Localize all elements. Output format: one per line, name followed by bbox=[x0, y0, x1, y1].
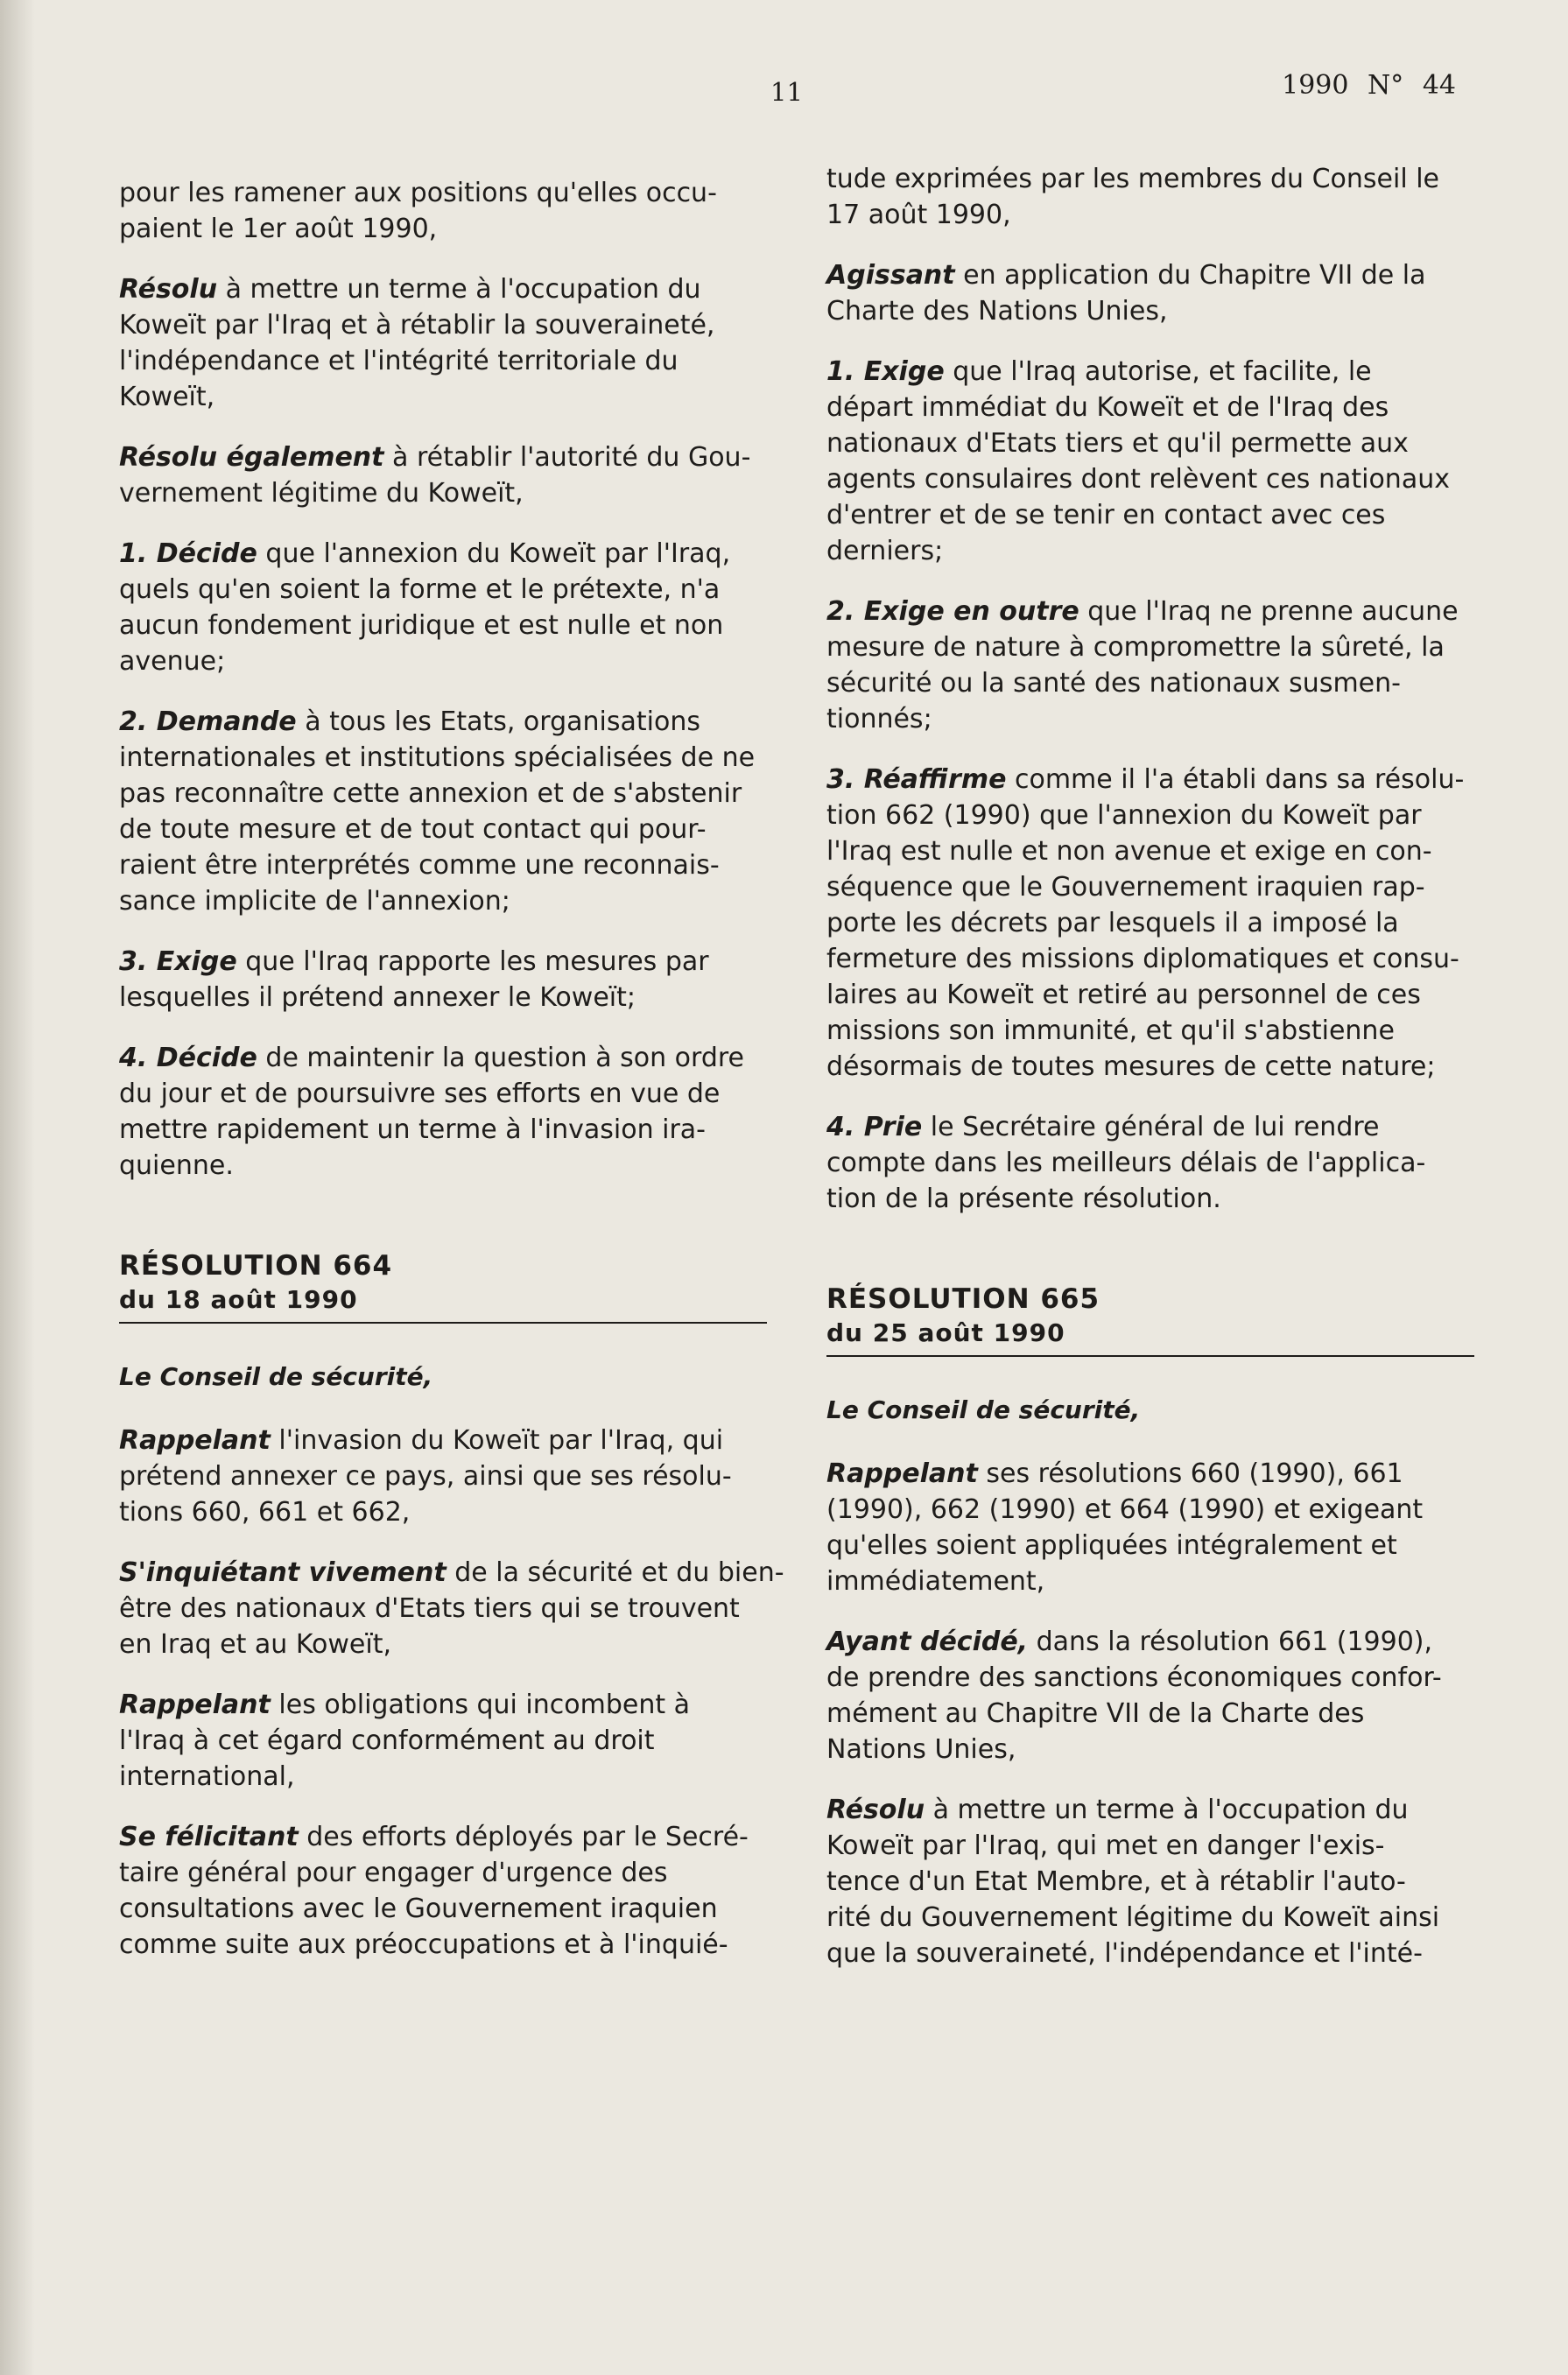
paragraph-resolu bbox=[119, 271, 784, 415]
paragraph-text: que l'Iraq autorise, et facilite, le départ immédiat du Koweït et de l'Iraq des nationaux d'Etats tiers et qu'il permette aux agents consulaires dont relèvent ces nationaux d'entrer et de se tenir en contact avec ces derniers; bbox=[826, 356, 1450, 566]
left-column bbox=[119, 175, 784, 1987]
paragraph-lead: Agissant bbox=[826, 260, 955, 291]
paragraph-text: que l'Iraq rapporte les mesures par lesquelles il prétend annexer le Koweït; bbox=[119, 946, 709, 1013]
resolution-title: RÉSOLUTION 665 bbox=[826, 1283, 1100, 1315]
paragraph-lead: Rappelant bbox=[119, 1690, 271, 1720]
resolution-title: RÉSOLUTION 664 bbox=[119, 1250, 393, 1282]
council-opening: Le Conseil de sécurité, bbox=[119, 1362, 433, 1391]
paragraph-text: dans la résolution 661 (1990), de prendre des sanctions économiques confor- mément au Chapitre VII de la Charte des Nations Unies, bbox=[826, 1627, 1442, 1765]
paragraph-text: à rétablir l'autorité du Gou- vernement légitime du Koweït, bbox=[119, 442, 751, 509]
paragraph-lead: Résolu également bbox=[119, 442, 384, 473]
running-header bbox=[1282, 70, 1456, 101]
paragraph-felicitant bbox=[119, 1819, 784, 1963]
paragraph-inquietant bbox=[119, 1555, 784, 1662]
paragraph-decide-1 bbox=[119, 536, 784, 679]
paragraph-ayant-decide bbox=[826, 1624, 1492, 1767]
paragraph-text: de la sécurité et du bien- être des nationaux d'Etats tiers qui se trouvent en Iraq et au Koweït, bbox=[119, 1557, 784, 1660]
paragraph-intro-continued: tude exprimées par les membres du Conseil le 17 août 1990, bbox=[826, 164, 1440, 230]
paragraph-exige-3 bbox=[119, 944, 784, 1015]
paragraph-reaffirme-3 bbox=[826, 762, 1492, 1085]
paragraph-demande-2 bbox=[119, 704, 784, 919]
paragraph-text: ses résolutions 660 (1990), 661 (1990), 662 (1990) et 664 (1990) et exigeant qu'elles soient appliquées intégralement et immédiatement, bbox=[826, 1458, 1424, 1597]
paragraph-text: à mettre un terme à l'occupation du Koweït par l'Iraq et à rétablir la souveraineté, l'indépendance et l'intégrité territoriale du Koweït, bbox=[119, 274, 715, 412]
header-year: 1990 bbox=[1282, 70, 1349, 101]
resolution-date: du 18 août 1990 bbox=[119, 1285, 358, 1314]
paragraph-text: à tous les Etats, organisations internationales et institutions spécialisées de ne pas reconnaître cette annexion et de s'abstenir de toute mesure et de tout contact qui pour- raient être interprétés comme une reconnais- sance implicite de l'annexion; bbox=[119, 706, 756, 917]
paragraph-rappelant-2 bbox=[119, 1687, 784, 1795]
paragraph-text: que l'Iraq ne prenne aucune mesure de nature à compromettre la sûreté, la sécurité ou la santé des nationaux susmen- tionnés; bbox=[826, 596, 1459, 734]
council-opening: Le Conseil de sécurité, bbox=[826, 1395, 1141, 1424]
paragraph-text: le Secrétaire général de lui rendre compte dans les meilleurs délais de l'applica- tion de la présente résolution. bbox=[826, 1112, 1426, 1214]
heading-rule bbox=[119, 1322, 767, 1324]
paragraph-lead: 2. Demande bbox=[119, 706, 297, 737]
paragraph-lead: S'inquiétant vivement bbox=[119, 1557, 446, 1588]
paragraph-text: de maintenir la question à son ordre du jour et de poursuivre ses efforts en vue de mettre rapidement un terme à l'invasion ira- quienne. bbox=[119, 1043, 745, 1181]
paragraph-lead: 4. Décide bbox=[119, 1043, 257, 1073]
heading-rule bbox=[826, 1355, 1474, 1357]
paragraph-lead: Rappelant bbox=[119, 1425, 271, 1456]
paragraph-rappelant-1 bbox=[119, 1423, 784, 1530]
paragraph-text: l'invasion du Koweït par l'Iraq, qui prétend annexer ce pays, ainsi que ses résolu- tions 660, 661 et 662, bbox=[119, 1425, 732, 1528]
resolution-664-heading bbox=[119, 1248, 784, 1324]
paragraph-text: les obligations qui incombent à l'Iraq à cet égard conformément au droit international, bbox=[119, 1690, 691, 1792]
paragraph-lead: Résolu bbox=[119, 274, 218, 305]
paragraph-text: des efforts déployés par le Secré- taire général pour engager d'urgence des consultations avec le Gouvernement iraquien comme suite aux préoccupations et à l'inquié- bbox=[119, 1822, 749, 1960]
paragraph-agissant bbox=[826, 257, 1492, 329]
paragraph-lead: 3. Réaffirme bbox=[826, 764, 1007, 795]
paragraph-rappelant bbox=[826, 1456, 1492, 1599]
paragraph-intro: pour les ramener aux positions qu'elles occu- paient le 1er août 1990, bbox=[119, 178, 717, 244]
resolution-665-heading bbox=[826, 1282, 1492, 1357]
paragraph-exige-en-outre-2 bbox=[826, 594, 1492, 737]
paragraph-lead: Se félicitant bbox=[119, 1822, 299, 1852]
paragraph-lead: 4. Prie bbox=[826, 1112, 923, 1142]
right-column bbox=[826, 161, 1492, 1996]
paragraph-lead: Rappelant bbox=[826, 1458, 978, 1489]
paragraph-prie-4 bbox=[826, 1109, 1492, 1217]
paragraph-lead: Ayant décidé, bbox=[826, 1627, 1029, 1657]
paragraph-text: en application du Chapitre VII de la Charte des Nations Unies, bbox=[826, 260, 1426, 327]
page-number: 11 bbox=[770, 77, 803, 107]
paragraph-text: comme il l'a établi dans sa résolu- tion 662 (1990) que l'annexion du Koweït par l'Iraq est nulle et non avenue et exige en con- séquence que le Gouvernement iraquien rap- porte les décrets par lesquels il a imposé la fermeture des missions diplomatiques et consu- laires au Koweït et retiré au personnel de ces missions son immunité, et qu'il s'abstienne désormais de toutes mesures de cette nature; bbox=[826, 764, 1465, 1082]
paragraph-lead: 3. Exige bbox=[119, 946, 237, 977]
paragraph-lead: 1. Décide bbox=[119, 538, 257, 569]
paragraph-resolu-egalement bbox=[119, 439, 784, 511]
page-edge-shadow bbox=[0, 0, 35, 2375]
paragraph-text: à mettre un terme à l'occupation du Koweït par l'Iraq, qui met en danger l'exis- tence d'un Etat Membre, et à rétablir l'auto- rité du Gouvernement légitime du Koweït ainsi que la souveraineté, l'indépendance et l'inté- bbox=[826, 1795, 1440, 1969]
paragraph-resolu bbox=[826, 1792, 1492, 1971]
paragraph-exige-1 bbox=[826, 354, 1492, 569]
paragraph-lead: 1. Exige bbox=[826, 356, 945, 387]
header-issue: N° 44 bbox=[1368, 70, 1456, 101]
paragraph-text: que l'annexion du Koweït par l'Iraq, quels qu'en soient la forme et le prétexte, n'a aucun fondement juridique et est nulle et non avenue; bbox=[119, 538, 731, 677]
paragraph-lead: 2. Exige en outre bbox=[826, 596, 1079, 627]
paragraph-lead: Résolu bbox=[826, 1795, 925, 1825]
paragraph-decide-4 bbox=[119, 1040, 784, 1184]
resolution-date: du 25 août 1990 bbox=[826, 1318, 1065, 1347]
